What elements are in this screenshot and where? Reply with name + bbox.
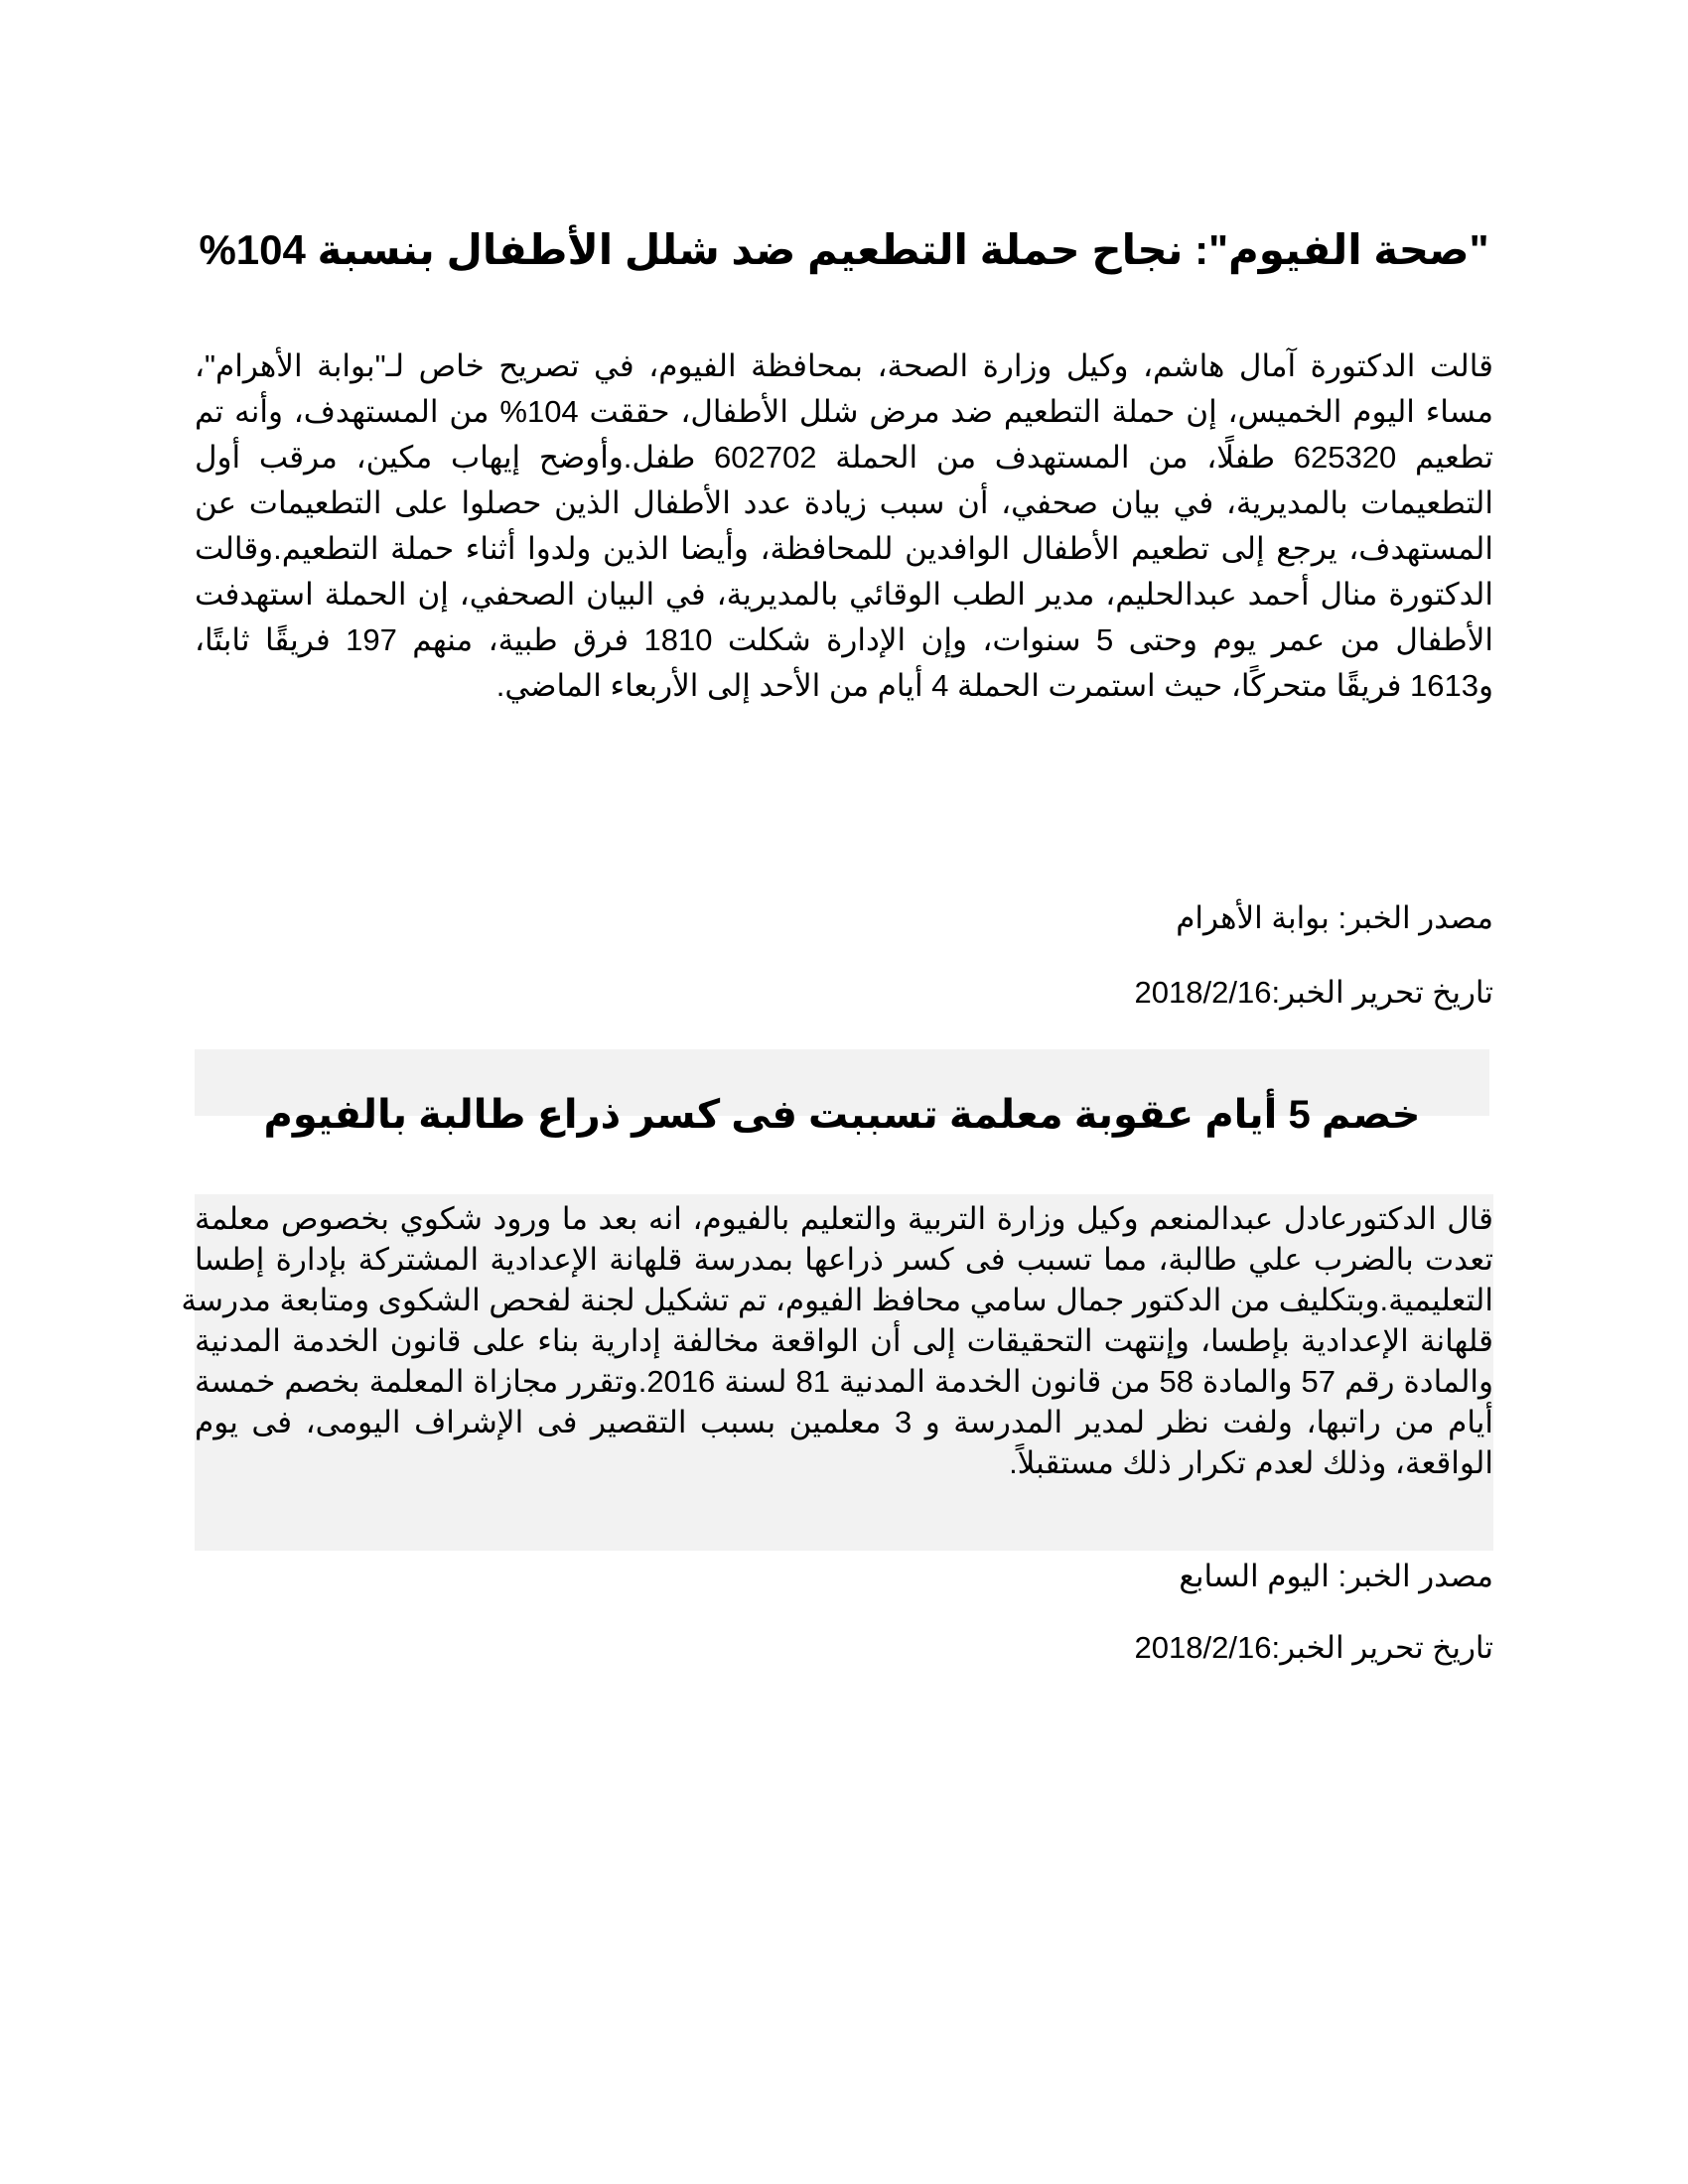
article-2-body-line: أيام من راتبها، ولفت نظر لمدير المدرسة و 3 معلمين بسبب التقصير فى الإشراف اليومى، فى يوم bbox=[195, 1405, 1493, 1439]
article-1-date: تاريخ تحرير الخبر:2018/2/16 bbox=[1134, 975, 1493, 1010]
article-1-body-line: تطعيم 625320 طفلًا، من المستهدف من الحملة 602702 طفل.وأوضح إيهاب مكين، مرقب أول bbox=[195, 440, 1493, 475]
article-1-body bbox=[195, 343, 1493, 709]
article-1-body-line: التطعيمات بالمديرية، في بيان صحفي، أن سبب زيادة عدد الأطفال الذين حصلوا على التطعيمات عن bbox=[195, 485, 1493, 520]
article-2-body-line: والمادة رقم 57 والمادة 58 من قانون الخدمة المدنية 81 لسنة 2016.وتقرر مجازاة المعلمة بخصم خمسة bbox=[195, 1364, 1493, 1399]
article-2-body-line: التعليمية.وبتكليف من الدكتور جمال سامي محافظ الفيوم، تم تشكيل لجنة لفحص الشكوى ومتابعة مدرسة bbox=[181, 1283, 1493, 1317]
article-1-source: مصدر الخبر: بوابة الأهرام bbox=[1176, 900, 1493, 935]
article-1-body-line: و1613 فريقًا متحركًا، حيث استمرت الحملة 4 أيام من الأحد إلى الأربعاء الماضي. bbox=[495, 668, 1493, 703]
article-2-body bbox=[181, 1198, 1493, 1483]
article-1-body-line: الدكتورة منال أحمد عبدالحليم، مدير الطب الوقائي بالمديرية، في البيان الصحفي، إن الحملة استهدفت bbox=[195, 577, 1493, 612]
article-2-body-line: تعدت بالضرب علي طالبة، مما تسبب فى كسر ذراعها بمدرسة قلهانة الإعدادية المشتركة بإدارة إطسا bbox=[195, 1242, 1493, 1277]
article-2-title: خصم 5 أيام عقوبة معلمة تسببت فى كسر ذراع طالبة بالفيوم bbox=[263, 1093, 1421, 1138]
article-1-title: "صحة الفيوم": نجاح حملة التطعيم ضد شلل الأطفال بنسبة 104% bbox=[199, 226, 1489, 274]
article-1-body-line: قالت الدكتورة آمال هاشم، وكيل وزارة الصحة، بمحافظة الفيوم، في تصريح خاص لـ"بوابة الأهرام"، bbox=[195, 348, 1493, 383]
article-2-source: مصدر الخبر: اليوم السابع bbox=[1179, 1559, 1493, 1593]
article-2-date: تاريخ تحرير الخبر:2018/2/16 bbox=[1134, 1630, 1493, 1665]
article-1-body-line: مساء اليوم الخميس، إن حملة التطعيم ضد مرض شلل الأطفال، حققت 104% من المستهدف، وأنه تم bbox=[195, 394, 1494, 429]
article-1-body-line: الأطفال من عمر يوم وحتى 5 سنوات، وإن الإدارة شكلت 1810 فرق طبية، منهم 197 فريقًا ثابتًا، bbox=[195, 622, 1493, 657]
article-2-body-line: الواقعة، وذلك لعدم تكرار ذلك مستقبلاً. bbox=[1009, 1445, 1493, 1480]
article-2-body-line: قال الدكتورعادل عبدالمنعم وكيل وزارة التربية والتعليم بالفيوم، انه بعد ما ورود شكوي بخصوص معلمة bbox=[195, 1201, 1493, 1236]
article-2-body-line: قلهانة الإعدادية بإطسا، وإنتهت التحقيقات إلى أن الواقعة مخالفة إدارية بناء على قانون الخدمة المدنية bbox=[195, 1323, 1493, 1358]
article-1-body-line: المستهدف، يرجع إلى تطعيم الأطفال الوافدين للمحافظة، وأيضا الذين ولدوا أثناء حملة التطعيم.وقالت bbox=[195, 531, 1493, 566]
